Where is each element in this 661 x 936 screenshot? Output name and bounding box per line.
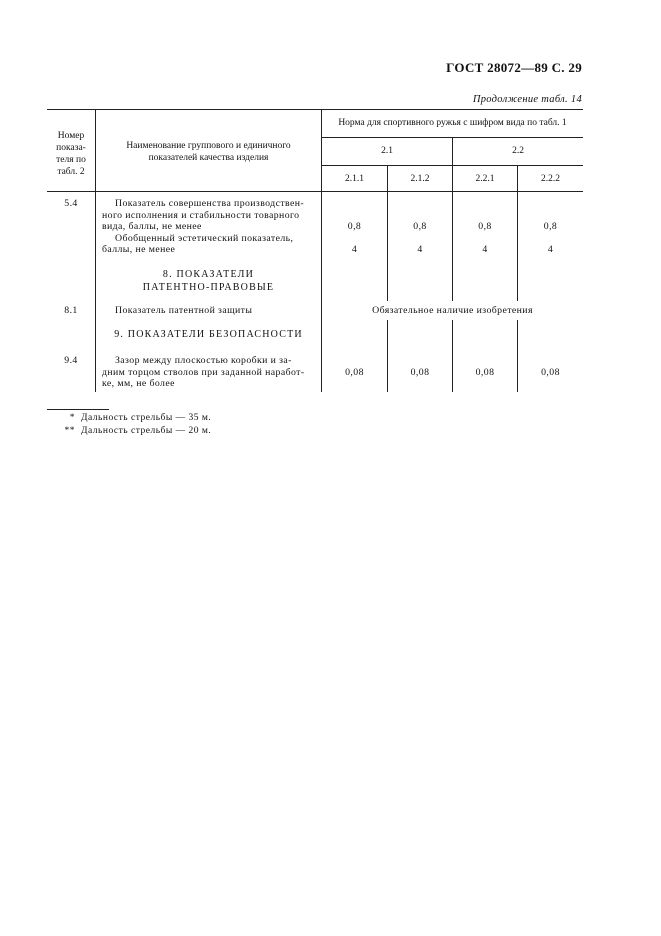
row-5-4-value-a-2-2-2: 0,8 bbox=[543, 221, 558, 232]
section-8-heading: 8. ПОКАЗАТЕЛИ ПАТЕНТНО-ПРАВОВЫЕ bbox=[142, 269, 275, 293]
header-subcol-2-1-1: 2.1.1 bbox=[345, 174, 364, 184]
header-bottom-border bbox=[47, 191, 583, 192]
header-norm: Норма для спортивного ружья с шифром вида по табл. 1 bbox=[338, 118, 567, 128]
section-9-heading: 9. ПОКАЗАТЕЛИ БЕЗОПАСНОСТИ bbox=[114, 329, 303, 340]
row-9-4-number: 9.4 bbox=[64, 355, 78, 366]
row-8-1-name: Показатель патентной защиты bbox=[115, 305, 253, 316]
row-9-4-value-2-2-1: 0,08 bbox=[475, 367, 495, 378]
row-5-4-value-a-2-1-1: 0,8 bbox=[347, 221, 362, 232]
col-divider-2-1-2-lower bbox=[387, 320, 388, 392]
col-divider-2-1-2 bbox=[387, 165, 388, 301]
row-5-4-value-b-2-1-1: 4 bbox=[351, 244, 358, 255]
col-divider-2-2-2-lower bbox=[517, 320, 518, 392]
col-divider-2-2-2 bbox=[517, 165, 518, 301]
footnote-2: ** Дальность стрельбы — 20 м. bbox=[64, 426, 212, 436]
footnote-1: * Дальность стрельбы — 35 м. bbox=[69, 413, 212, 423]
row-5-4-value-a-2-2-1: 0,8 bbox=[478, 221, 492, 232]
table-continuation-label: Продолжение табл. 14 bbox=[472, 94, 582, 105]
footnote-rule bbox=[47, 409, 109, 410]
header-subcol-2-2-2: 2.2.2 bbox=[541, 174, 560, 184]
header-subcol-2-1-2: 2.1.2 bbox=[410, 174, 430, 184]
col-divider-2-2-1-lower bbox=[452, 320, 453, 392]
row-5-4-value-b-2-1-2: 4 bbox=[417, 244, 423, 255]
header-group-2-2: 2.2 bbox=[512, 146, 524, 156]
row-5-4-value-b-2-2-2: 4 bbox=[547, 244, 554, 255]
header-group-2-1: 2.1 bbox=[381, 146, 393, 156]
header-number-column: Номер показа- теля по табл. 2 bbox=[56, 131, 86, 177]
row-5-4-value-b-2-2-1: 4 bbox=[482, 244, 488, 255]
row-5-4-number: 5.4 bbox=[64, 198, 78, 209]
row-5-4-name: Показатель совершенства производствен- ного исполнения и стабильности товарного вида, баллы, не менее Обобщенный эстетический показатель, баллы, не менее bbox=[102, 198, 305, 256]
table-top-border bbox=[47, 109, 583, 110]
row-9-4-value-2-1-1: 0,08 bbox=[345, 367, 364, 378]
page-header: ГОСТ 28072—89 С. 29 bbox=[446, 60, 582, 75]
row-9-4-value-2-1-2: 0,08 bbox=[410, 367, 430, 378]
row-5-4-value-a-2-1-2: 0,8 bbox=[413, 221, 427, 232]
row-8-1-value: Обязательное наличие изобретения bbox=[372, 305, 533, 316]
header-subcol-2-2-1: 2.2.1 bbox=[475, 174, 495, 184]
header-name-column: Наименование группового и единичного показателей качества изделия bbox=[126, 141, 291, 163]
row-8-1-number: 8.1 bbox=[64, 305, 78, 316]
row-9-4-name: Зазор между плоскостью коробки и за- дним торцом стволов при заданной наработ- ке, мм, не более bbox=[102, 355, 305, 390]
row-9-4-value-2-2-2: 0,08 bbox=[541, 367, 560, 378]
